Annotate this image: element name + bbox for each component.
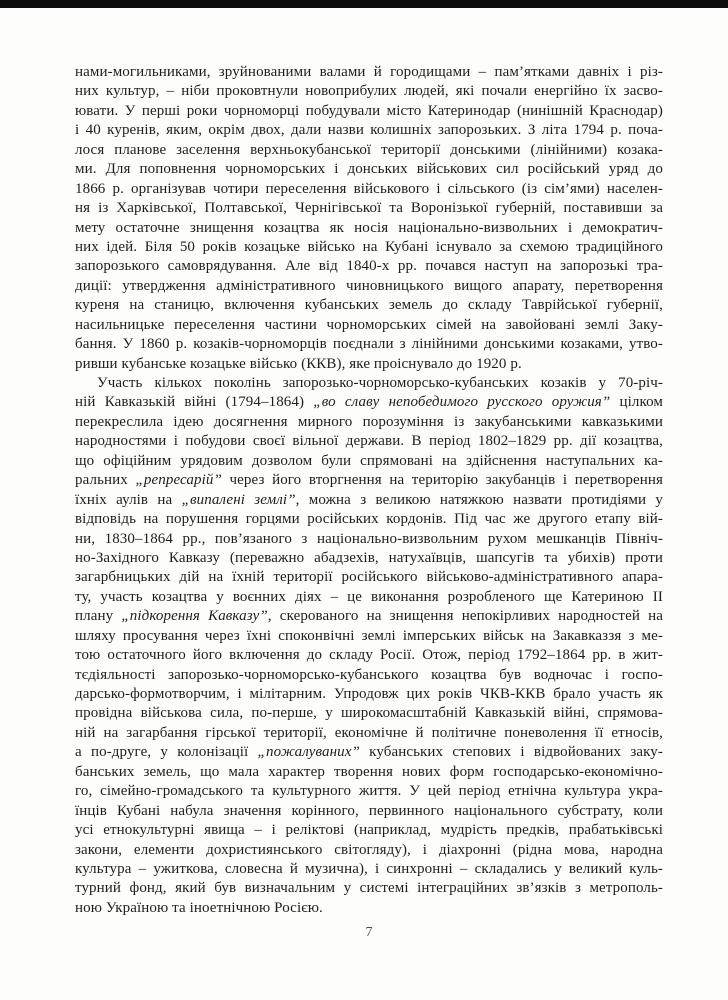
text-line: ривши кубанське козацьке військо (ККВ), яке проіснувало до 1920 р.: [75, 355, 522, 372]
text-line: ни, 1830–1864 рр., пов’язаного з національно-визвольним рухом мешканців Північ-: [75, 530, 663, 547]
text-line: шляху просування через їхні споконвічні землі імперських військ на Закавказзя з ме-: [75, 627, 663, 644]
paragraph: [75, 374, 663, 918]
text-line: усі етнокультурні явища – і реліктові (наприклад, мудрість предків, прабатьківські: [75, 822, 663, 839]
text-line: дарсько-формотворчим, і мілітарним. Упродовж цих років ЧКВ-ККВ брало участь як: [75, 686, 663, 702]
text-line: провідна військова сила, по-перше, у широкомасштабній Кавказькій війні, спрямова-: [75, 705, 663, 722]
text-line: ювати. У перші роки чорноморці побудували місто Катеринодар (нинішній Краснодар): [75, 102, 663, 119]
text-line: відповідь на порушення горцями російських кордонів. Під час же другого етапу вій-: [75, 511, 663, 528]
text-line: 1866 р. організував чотири переселення військового і сільського (із сім’ями) населен-: [75, 180, 663, 197]
text-line: ми. Для поповнення чорноморських і донських військових сил російський уряд до: [75, 161, 663, 178]
text-line: но-Західного Кавказу (переважно абадзехів, натухаївців, шапсугів та убихів) проти: [75, 549, 663, 566]
text-line: загарбницьких дій на їхній території російського військово-адміністративного апара-: [75, 569, 663, 586]
text-line: їхніх аулів на „випалені землі”, можна з великою натяжкою назвати протидіями у: [75, 491, 663, 508]
page-number: 7: [365, 925, 373, 940]
text-line: ту, участь козацтва у воєнних діях – це виконання розробленого ще Катериною ІІ: [75, 588, 663, 605]
text-line: ною Україною та іноетнічною Росією.: [75, 899, 323, 916]
text-line: перекреслила ідею досягнення мирного порозуміння із закубанськими кавказькими: [75, 413, 663, 430]
scan-edge-top: [0, 0, 728, 8]
text-line: них ідей. Біля 50 років козацьке військо на Кубані існувало за схемою традиційного: [75, 238, 663, 255]
text-line: лося планове заселення верхньокубанської території донськими (лінійними) козака-: [75, 141, 663, 158]
text-line: ній на загарбання гірської території, економічне й політичне поневолення її етносів,: [75, 724, 663, 741]
text-block: [75, 63, 663, 918]
text-line: бання. У 1860 р. козаків-чорноморців поєднали з лінійними донськими козаками, утво-: [75, 336, 663, 353]
text-line: тєдіяльності запорозько-чорноморсько-кубанського козацтва був водночас і госпо-: [75, 666, 663, 683]
text-line: насильницьке переселення частини чорноморських сімей на завойовані землі Заку-: [75, 316, 663, 333]
text-line: ня із Харківської, Полтавської, Чернігівської та Воронізької губерній, поставивши за: [75, 200, 663, 217]
text-line: диції: утвердження адміністративного чиновницького вищого апарату, перетворення: [75, 277, 663, 294]
text-line: що офіційним урядовим дозволом були спрямовані на здійснення наступальних ка-: [75, 452, 663, 469]
text-line: го, сімейно-громадського та культурного життя. У цей період етнічна культура укра-: [75, 783, 663, 800]
text-line: тою остаточного його включення до складу Росії. Отож, період 1792–1864 рр. в жит-: [75, 647, 663, 664]
text-line: і 40 куренів, яким, окрім двох, дали назви колишніх запорозьких. З літа 1794 р. поча-: [75, 122, 663, 139]
text-line: їнців Кубані набула значення корінного, первинного національного субстрату, коли: [75, 802, 663, 819]
text-line: Участь кількох поколінь запорозько-чорноморсько-кубанських козаків у 70-річ-: [97, 375, 663, 391]
text-line: них культур, – ніби проковтнули новоприбулих людей, які почали енергійно їх засво-: [75, 83, 663, 100]
text-line: турний фонд, який був визначальним у системі інтеграційних зв’язків з метрополь-: [75, 880, 663, 897]
text-line: куреня на станицю, включення кубанських земель до складу Таврійської губернії,: [75, 297, 663, 314]
text-line: запорозького самоврядування. Але від 1840-х рр. почався наступ на запорозькі тра-: [75, 258, 663, 275]
paragraph: [75, 63, 663, 374]
text-line: банських земель, що мала характер творення нових форм господарсько-економічно-: [75, 763, 663, 780]
text-line: мету остаточне знищення козацтва як носія національно-визвольних і демократич-: [75, 219, 663, 236]
text-line: народностями і побудови своєї вільної держави. В період 1802–1829 рр. дії козацтва,: [75, 433, 663, 450]
text-line: а по-друге, у колонізації „пожалуваних” кубанських степових і відвойованих заку-: [75, 744, 663, 761]
text-line: ральних „репресарій” через його вторгнення на територію закубанців і перетворення: [75, 472, 663, 489]
text-line: закони, елементи дохристиянського світогляду), і діахронні (рідна мова, народна: [75, 841, 663, 858]
text-line: ній Кавказькій війні (1794–1864) „во славу непобедимого русского оружия” цілком: [75, 394, 663, 411]
text-line: нами-могильниками, зруйнованими валами й городищами – пам’ятками давніх і різ-: [75, 64, 663, 80]
text-line: плану „підкорення Кавказу”, скерованого на знищення непокірливих народностей на: [75, 608, 663, 625]
text-line: культура – ужиткова, словесна й музична), і синхронні – складались у великий куль-: [75, 860, 663, 877]
